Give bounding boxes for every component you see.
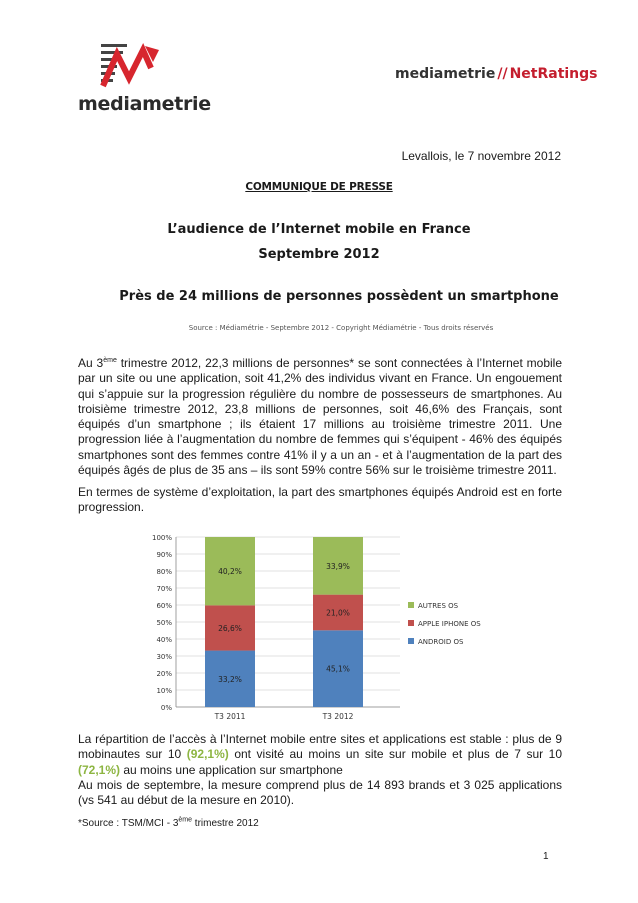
footnote-sup: ème	[178, 816, 193, 824]
stat-apps: (72,1%)	[78, 762, 121, 777]
para1-start: Au 3	[78, 356, 104, 370]
source-line: Source : Médiamétrie - Septembre 2012 - Copyright Médiamétrie - Tous droits réservés	[188, 324, 494, 332]
brand-right-name: mediametrie	[395, 66, 496, 82]
brand-mediametrie-netratings	[395, 66, 598, 82]
y-tick-label: 70%	[156, 585, 172, 593]
headline: Près de 24 millions de personnes possèdent un smartphone	[119, 289, 559, 304]
legend-label: ANDROID OS	[418, 638, 464, 646]
bar-data-label: 45,1%	[326, 664, 350, 674]
footnote-b: trimestre 2012	[192, 818, 259, 829]
bar-data-label: 21,0%	[326, 608, 350, 618]
y-tick-label: 90%	[156, 551, 172, 559]
bar-data-label: 40,2%	[218, 567, 242, 577]
footnote	[78, 818, 259, 829]
y-tick-label: 60%	[156, 602, 172, 610]
paragraph-os: En termes de système d’exploitation, la part des smartphones équipés Android est en forte progression.	[78, 485, 562, 515]
legend-swatch	[408, 638, 414, 644]
para3-c: au moins une application sur smartphone	[120, 762, 343, 777]
bar-data-label: 26,6%	[218, 623, 242, 633]
legend-swatch	[408, 602, 414, 608]
y-tick-label: 30%	[156, 653, 172, 661]
para3-d: Au mois de septembre, la mesure comprend plus de 14 893 brands et 3 025 applications (vs 541 au début de la mesure en 2010).	[78, 777, 562, 808]
footnote-a: *Source : TSM/MCI - 3	[78, 818, 179, 829]
os-share-chart	[138, 529, 516, 729]
brand-right-separator: //	[497, 66, 508, 82]
y-tick-label: 0%	[160, 704, 172, 712]
brand-right-netratings: NetRatings	[509, 66, 598, 82]
legend-label: APPLE IPHONE OS	[418, 620, 481, 628]
y-tick-label: 100%	[151, 534, 172, 542]
paragraph-audience	[78, 356, 562, 478]
para1-rest: trimestre 2012, 22,3 millions de personnes* se sont connectées à l’Internet mobile par un site ou une application, soit 41,2% des individus vivant en France. Un engouement qui s’appuie sur la progression régulière du nombre de possesseurs de smartphones. Au troisième trimestre 2012, 23,8 millions de personnes, soit 46,6% des Français, sont équipés d’un smartphone ; ils étaient 17 millions au troisième trimestre 2011. Une progression liée à l’augmentation du nombre de femmes qui s’équipent - 46% des équipés smartphones sont des femmes contre 41% il y a un an - et à l’augmentation de la part des équipés âgés de plus de 35 ans – ils sont 59% contre 56% sur le troisième trimestre 2011.	[78, 356, 562, 478]
y-tick-label: 20%	[156, 670, 172, 678]
bar-data-label: 33,9%	[326, 561, 350, 571]
document-title: L’audience de l’Internet mobile en France	[167, 222, 471, 237]
x-tick-label: T3 2011	[214, 712, 246, 721]
mediametrie-logo-icon	[95, 40, 165, 95]
logo-text: mediametrie	[78, 93, 211, 115]
legend-label: AUTRES OS	[418, 602, 459, 610]
y-tick-label: 80%	[156, 568, 172, 576]
paragraph-access	[78, 732, 562, 808]
y-tick-label: 10%	[156, 687, 172, 695]
page-number: 1	[543, 851, 549, 862]
document-subtitle: Septembre 2012	[258, 247, 380, 262]
x-tick-label: T3 2012	[322, 712, 354, 721]
press-label: COMMUNIQUE DE PRESSE	[245, 181, 393, 193]
para3-a: La répartition de l’accès à l’Internet mobile entre sites et applications est stable : plus de 9 mobinautes sur 10	[78, 732, 562, 762]
para3-b: ont visité au moins un site sur mobile et plus de 7 sur 10	[228, 747, 563, 762]
para1-sup: ème	[103, 357, 117, 364]
y-tick-label: 50%	[156, 619, 172, 627]
dateline: Levallois, le 7 novembre 2012	[401, 149, 561, 163]
stat-sites: (92,1%)	[186, 747, 229, 762]
bar-data-label: 33,2%	[218, 674, 242, 684]
legend-swatch	[408, 620, 414, 626]
y-tick-label: 40%	[156, 636, 172, 644]
